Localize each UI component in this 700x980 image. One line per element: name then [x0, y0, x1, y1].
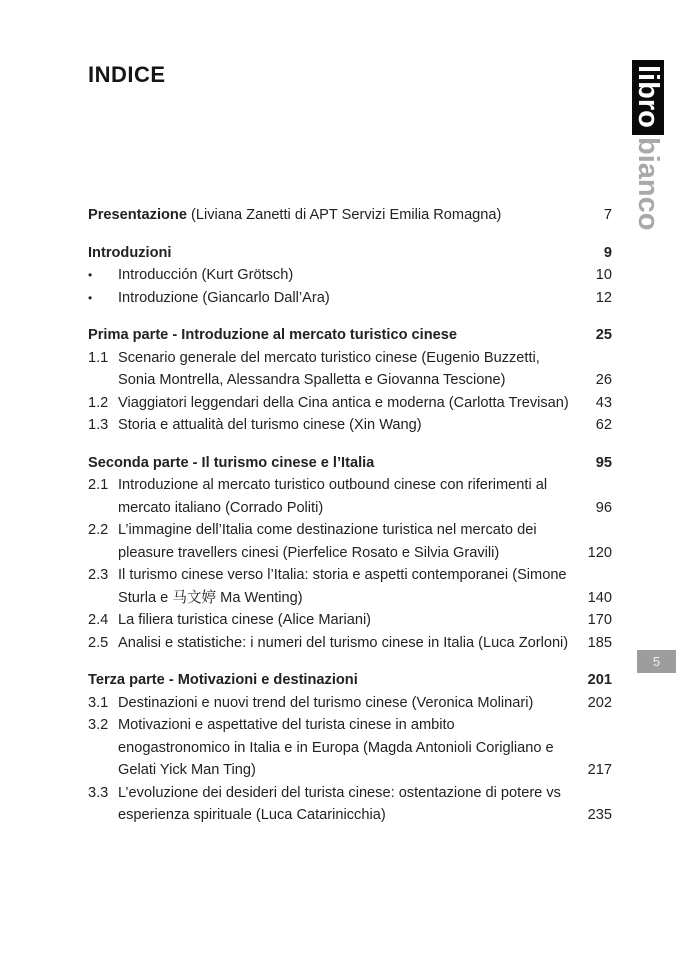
- toc-entry-number: 3.2: [88, 717, 109, 733]
- toc-entry-title-regular: (Liviana Zanetti di APT Servizi Emilia Romagna): [186, 207, 502, 223]
- toc-entry-title: [88, 452, 570, 475]
- toc-entry-title-regular: Il turismo cinese verso l’Italia: storia e aspetti contemporanei (Simone Sturla e 马文婷 Ma Wenting): [118, 567, 567, 606]
- toc-entry-number: 3.3: [88, 784, 109, 801]
- toc-entry-number: 1.1: [88, 349, 109, 366]
- toc-entry-title: [118, 564, 570, 609]
- table-of-contents: [88, 204, 612, 827]
- toc-entry-page-number: 26: [595, 372, 612, 388]
- toc-entry-number: 2.1: [88, 477, 109, 493]
- toc-entry: [88, 669, 612, 692]
- toc-entry-title: [118, 714, 570, 782]
- toc-entry-title-bold: Terza parte - Motivazioni e destinazioni: [88, 672, 358, 688]
- toc-entry-title: [118, 692, 570, 715]
- toc-entry-title-regular: Viaggiatori leggendari della Cina antica e moderna (Carlotta Trevisan): [118, 394, 569, 411]
- toc-entry-title-regular: Destinazioni e nuovi trend del turismo cinese (Veronica Molinari): [118, 694, 534, 711]
- toc-entry-page-number: 120: [587, 544, 612, 561]
- toc-entry: [88, 242, 612, 265]
- toc-entry-page-number: 12: [595, 289, 612, 306]
- toc-entry-number: 3.1: [88, 694, 109, 711]
- toc-entry-page-number: 185: [587, 634, 612, 651]
- toc-entry-title: [118, 347, 570, 392]
- toc-entry-title: [88, 204, 570, 227]
- toc-entry-page-number: 25: [595, 327, 612, 343]
- toc-entry-page-number: 235: [587, 807, 612, 823]
- toc-entry: [88, 714, 612, 782]
- toc-entry-number: 2.5: [88, 634, 109, 651]
- toc-entry-page-number: 140: [587, 589, 612, 606]
- toc-entry-title: [88, 669, 570, 692]
- toc-entry: [88, 452, 612, 475]
- toc-entry-bullet: •: [88, 268, 93, 282]
- toc-entry: [88, 264, 612, 287]
- toc-entry: [88, 782, 612, 827]
- toc-entry-title-bold: Presentazione: [88, 207, 187, 223]
- toc-entry-page-number: 95: [595, 454, 612, 471]
- toc-entry-title-regular: Introduzione al mercato turistico outbound cinese con riferimenti al mercato italiano (Corrado Politi): [118, 477, 548, 516]
- toc-entry-number: 2.2: [88, 522, 109, 538]
- toc-entry-page-number: 170: [587, 612, 612, 628]
- toc-entry-title-regular: Analisi e statistiche: i numeri del turismo cinese in Italia (Luca Zorloni): [118, 634, 569, 651]
- toc-entry-title: [118, 609, 570, 632]
- toc-entry-title-regular: Introducción (Kurt Grötsch): [118, 267, 294, 283]
- toc-entry-title: [88, 242, 570, 265]
- toc-entry-page-number: 217: [587, 762, 612, 778]
- toc-entry: [88, 347, 612, 392]
- toc-entry: [88, 564, 612, 609]
- toc-entry-title: [118, 782, 570, 827]
- toc-entry: [88, 609, 612, 632]
- spine-libro-label: libro: [632, 60, 664, 135]
- toc-entry-title-bold: Prima parte - Introduzione al mercato turistico cinese: [88, 327, 457, 343]
- toc-entry-title: [118, 474, 570, 519]
- toc-entry: [88, 414, 612, 437]
- toc-entry-number: 2.3: [88, 567, 109, 583]
- toc-entry-page-number: 202: [587, 694, 612, 711]
- toc-entry-title-bold: Introduzioni: [88, 244, 172, 261]
- toc-entry-title-regular: L’immagine dell’Italia come destinazione turistica nel mercato dei pleasure travellers cinesi (Pierfelice Rosato e Silvia Gravili): [118, 522, 537, 561]
- toc-entry-page-number: 7: [603, 207, 612, 223]
- toc-entry: [88, 287, 612, 310]
- toc-entry-number: 1.3: [88, 417, 109, 433]
- toc-entry-title: [118, 392, 570, 415]
- toc-entry-title-regular: Storia e attualità del turismo cinese (Xin Wang): [118, 417, 422, 433]
- toc-entry-title: [118, 287, 570, 310]
- toc-entry-page-number: 43: [595, 394, 612, 411]
- toc-entry-title-regular: Introduzione (Giancarlo Dall’Ara): [118, 289, 330, 306]
- toc-entry: [88, 204, 612, 227]
- toc-entry-number: 2.4: [88, 612, 109, 628]
- toc-entry: [88, 474, 612, 519]
- toc-entry: [88, 392, 612, 415]
- toc-entry: [88, 692, 612, 715]
- toc-entry-number: 1.2: [88, 394, 109, 411]
- toc-entry-title-bold: Seconda parte - Il turismo cinese e l’Italia: [88, 454, 375, 471]
- toc-entry: [88, 324, 612, 347]
- toc-entry: [88, 632, 612, 655]
- spine-bianco-label: bianco: [632, 136, 664, 231]
- toc-entry: [88, 519, 612, 564]
- toc-entry-page-number: 201: [587, 672, 612, 688]
- toc-entry-page-number: 10: [595, 267, 612, 283]
- toc-entry-title: [118, 414, 570, 437]
- toc-entry-title: [88, 324, 570, 347]
- toc-entry-title: [118, 632, 570, 655]
- page-number-tab: 5: [637, 650, 676, 673]
- toc-entry-title-regular: La filiera turistica cinese (Alice Mariani): [118, 612, 372, 628]
- toc-entry-title-regular: Scenario generale del mercato turistico cinese (Eugenio Buzzetti, Sonia Montrella, Alessandra Spalletta e Giovanna Tescione): [118, 349, 540, 388]
- book-spine-banner: [634, 60, 662, 230]
- toc-entry-page-number: 9: [603, 244, 612, 261]
- toc-entry-page-number: 62: [595, 417, 612, 433]
- toc-entry-title: [118, 264, 570, 287]
- toc-entry-title-regular: L’evoluzione dei desideri del turista cinese: ostentazione di potere vs esperienza spirituale (Luca Catarinicchia): [118, 784, 561, 823]
- page-title: INDICE: [88, 62, 166, 87]
- toc-entry-title: [118, 519, 570, 564]
- toc-entry-title-regular: Motivazioni e aspettative del turista cinese in ambito enogastronomico in Italia e in Europa (Magda Antonioli Corigliano e Gelati Yick Man Ting): [118, 717, 554, 778]
- toc-entry-page-number: 96: [595, 499, 612, 516]
- toc-entry-bullet: •: [88, 290, 93, 305]
